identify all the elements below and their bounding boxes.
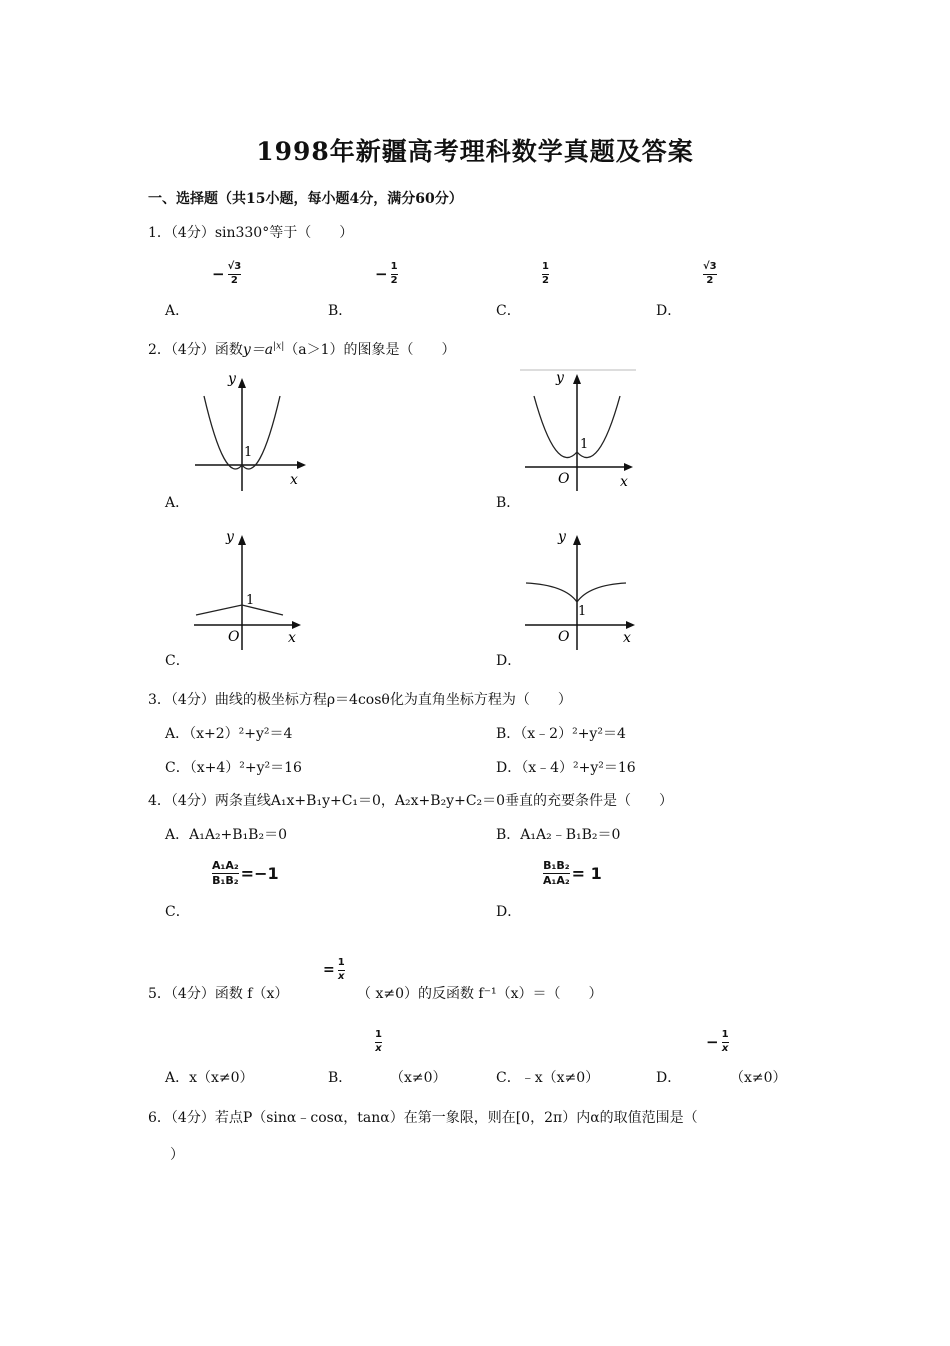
q2-graph-d <box>520 525 645 650</box>
q1-option-c-label: C． <box>496 303 521 319</box>
question-4-stem: 4．（4分）两条直线A₁x+B₁y+C₁＝0，A₂x+B₂y+C₂＝0垂直的充要条件是（ ） <box>148 793 674 809</box>
q2c-y-label: y <box>226 529 234 545</box>
q2b-y-label: y <box>556 370 564 386</box>
q2d-y-label: y <box>558 529 566 545</box>
section-heading: 一、选择题（共15小题，每小题4分，满分60分） <box>148 191 463 207</box>
q2d-x-label: x <box>623 630 631 646</box>
q4-option-d-value: $\frac{\text{B₁B₂}}{\text{A₁A₂}}$ = 1 <box>543 859 602 887</box>
q4-option-d-label: D． <box>496 904 522 920</box>
q2d-one-label: 1 <box>578 604 587 619</box>
question-3-stem: 3．（4分）曲线的极坐标方程ρ＝4cosθ化为直角坐标方程为（ ） <box>148 692 572 708</box>
q4-option-c-label: C． <box>165 904 190 920</box>
question-5-stem-pre: 5．（4分）函数 f（x） <box>148 986 289 1002</box>
q2-option-c-label: C． <box>165 653 190 669</box>
q5-stem-fraction: = $\frac{1}{x}$ <box>323 957 345 982</box>
q5-option-c: C．﹣x（x≠0） <box>496 1070 600 1086</box>
q2-graph-b <box>520 366 645 491</box>
question-6-stem-end: ） <box>170 1147 184 1163</box>
q3-option-d: D．（x﹣4）²+y²＝16 <box>496 760 636 776</box>
q1-option-a-value: − $\frac{√3}{2}$ <box>212 261 242 286</box>
q3-option-a: A．（x+2）²+y²＝4 <box>165 726 293 742</box>
q2c-one-label: 1 <box>246 593 255 608</box>
q1-option-b-value: − $\frac{1}{2}$ <box>375 261 398 286</box>
q1-option-a-label: A． <box>165 303 190 319</box>
q4-option-b: B．A₁A₂﹣B₁B₂＝0 <box>496 827 621 843</box>
q2-option-d-label: D． <box>496 653 522 669</box>
q2b-x-label: x <box>620 474 628 490</box>
q1-option-d-label: D． <box>656 303 682 319</box>
q2b-one-label: 1 <box>580 437 589 452</box>
q2b-origin-label: O <box>558 471 570 487</box>
q2c-x-label: x <box>288 630 296 646</box>
question-1-stem: 1．（4分）sin330°等于（ ） <box>148 225 354 241</box>
q2-option-b-label: B． <box>496 495 521 511</box>
q2-graph-c <box>188 525 313 650</box>
q2c-origin-label: O <box>228 629 240 645</box>
q5-option-d-fraction: − $\frac{1}{x}$ <box>706 1029 729 1054</box>
q2a-one-label: 1 <box>244 445 253 460</box>
page-title: 1998年新疆高考理科数学真题及答案 <box>256 137 694 166</box>
q2-graph-a <box>188 366 313 491</box>
q2-option-a-label: A． <box>165 495 190 511</box>
q1-option-b-label: B． <box>328 303 353 319</box>
q1-option-c-value: $\frac{1}{2}$ <box>542 261 549 286</box>
q2a-y-label: y <box>228 371 236 387</box>
question-2-stem: 2．（4分）函数$y=a^{|x|}(a>1)$的图象是（ ） <box>148 341 456 358</box>
q5-option-d-label: D． <box>656 1070 682 1086</box>
q3-option-c: C．（x+4）²+y²＝16 <box>165 760 302 776</box>
question-5-stem-post: （ x≠0）的反函数 f⁻¹（x）＝（ ） <box>357 986 603 1002</box>
q4-option-c-value: $\frac{\text{A₁A₂}}{\text{B₁B₂}}$ =−1 <box>212 859 279 887</box>
q5-option-b-condition: （x≠0） <box>390 1070 447 1086</box>
q5-option-a: A．x（x≠0） <box>165 1070 254 1086</box>
q5-option-d-condition: （x≠0） <box>730 1070 787 1086</box>
q3-option-b: B．（x﹣2）²+y²＝4 <box>496 726 626 742</box>
question-6-stem: 6．（4分）若点P（sinα﹣cosα，tanα）在第一象限，则在[0，2π）内α的取值范围是（ <box>148 1110 698 1126</box>
q4-option-a: A．A₁A₂+B₁B₂＝0 <box>165 827 287 843</box>
q2a-x-label: x <box>290 472 298 488</box>
q5-option-b-label: B． <box>328 1070 353 1086</box>
q1-option-d-value: $\frac{√3}{2}$ <box>703 261 717 286</box>
q2d-origin-label: O <box>558 629 570 645</box>
q5-option-b-fraction: $\frac{1}{x}$ <box>375 1029 382 1054</box>
